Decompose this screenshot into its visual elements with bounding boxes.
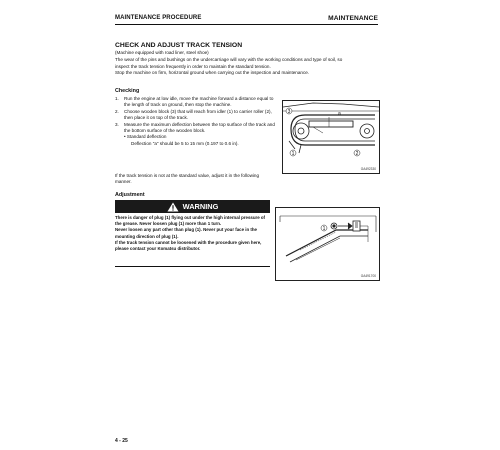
step-number: 3.: [115, 121, 119, 127]
warning-line-2: Never loosen any part other than plug (1). Never put your face in the mounting direction of plug (1).: [115, 227, 257, 239]
step-3: [115, 122, 280, 135]
track-tension-figure: [282, 100, 380, 174]
track-diagram: [283, 101, 379, 173]
warning-line-3: If the track tension cannot be loosened with the procedure given here, please contact your Komatsu distributor.: [115, 239, 262, 252]
label-plug-1: 1: [322, 225, 326, 232]
intro-line-2: inspect the track tension frequently in order to maintain the standard tension.: [115, 63, 271, 69]
warning-rule: [115, 266, 270, 267]
warning-title: WARNING: [182, 202, 219, 211]
label-1: 1: [291, 150, 295, 157]
deflection-spec: Deflection "a" should be 5 to 15 mm (0.197 to 0.6 in).: [131, 140, 239, 146]
step-text: Choose wooden block (3) that will reach from idler (1) to carrier roller (2), then place it on top of the track.: [124, 108, 272, 121]
warning-line-1: There is danger of plug (1) flying out under the high internal pressure of the grease. Never loosen plug (1) more than 1 turn.: [115, 215, 266, 227]
header-left: MAINTENANCE PROCEDURE: [115, 15, 202, 21]
after-text: If the track tension is not at the standard value, adjust it in the following manner.: [115, 173, 260, 185]
step-1: [115, 96, 280, 109]
step-number: 2.: [115, 108, 119, 114]
warning-body: [115, 215, 270, 252]
warning-banner: [115, 200, 270, 213]
adjustment-figure: [275, 207, 380, 281]
page-number: 4 - 25: [115, 438, 128, 444]
standard-deflection-bullet: • Standard deflection: [124, 134, 167, 140]
section-title: CHECK AND ADJUST TRACK TENSION: [115, 42, 243, 49]
figure-code: GA492330: [360, 167, 376, 171]
checking-heading: Checking: [115, 88, 140, 94]
header-right: MAINTENANCE: [328, 15, 378, 22]
intro-line-3: Stop the machine on firm, horizontal ground when carrying out the inspection and maintenance.: [115, 70, 310, 75]
label-3: 3: [287, 108, 291, 115]
step-text: Measure the maximum deflection between the top surface of the track and the bottom surface of the wooden block.: [124, 121, 275, 134]
intro-line-1: The wear of the pins and bushings on the undercarriage will vary with the working conditions and type of soil, so: [115, 57, 343, 62]
step-number: 1.: [115, 96, 119, 101]
section-subtitle: (Machine equipped with road liner, steel shoe): [115, 50, 209, 55]
checking-steps: [115, 96, 280, 147]
plug-diagram: [276, 208, 379, 280]
adjustment-heading: Adjustment: [115, 192, 145, 198]
header-rule: [115, 24, 378, 25]
step-text: Run the engine at low idle, move the machine forward a distance equal to the length of track on ground, then stop the machine.: [124, 96, 274, 108]
figure-code: GA491700: [360, 274, 376, 278]
step-2: [115, 109, 280, 122]
label-2: 2: [355, 150, 359, 157]
warning-triangle-icon: [167, 202, 179, 212]
label-a: a: [338, 111, 341, 117]
